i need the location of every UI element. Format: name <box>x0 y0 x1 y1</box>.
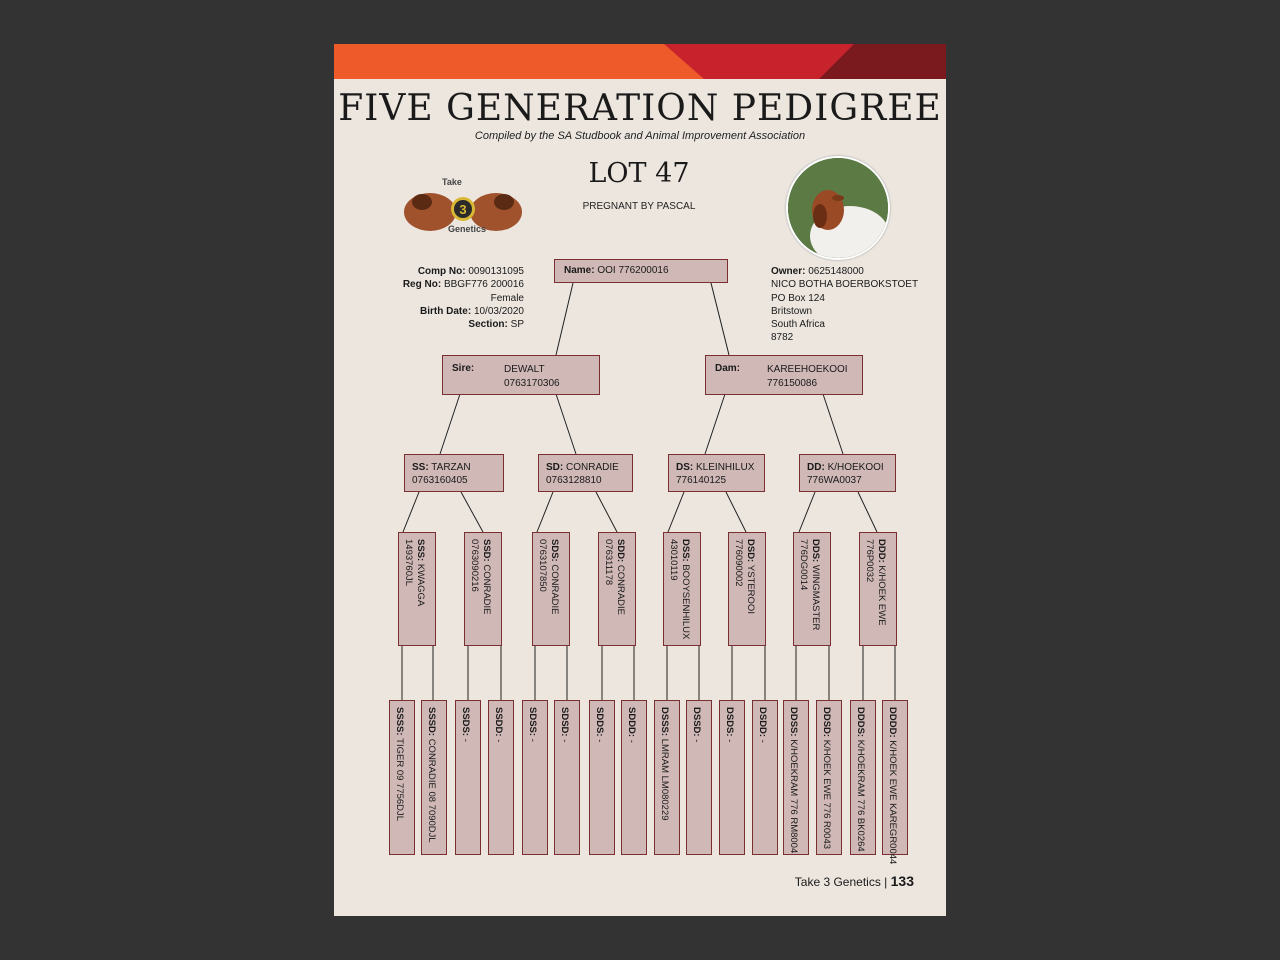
gen5-box-sdsd: SDSD: - <box>554 700 580 855</box>
sire-box: Sire: DEWALT 0763170306 <box>442 355 600 395</box>
page-number: 133 <box>890 873 914 889</box>
gen4-box-ddd: DDD: K/HOEK EWE 776P0032 <box>859 532 897 646</box>
dam-box: Dam: KAREEHOEKOOI 776150086 <box>705 355 863 395</box>
gen5-box-ssds: SSDS: - <box>455 700 481 855</box>
gen5-box-sdds: SDDS: - <box>589 700 615 855</box>
gen3-box-ds: DS: KLEINHILUX 776140125 <box>668 454 765 492</box>
gen5-box-ddss: DDSS: K/HOEKRAM 776 RM8004 <box>783 700 809 855</box>
owner-phone: 0625148000 <box>808 266 864 277</box>
comp-number: 0090131095 <box>468 266 524 277</box>
gen5-box-ssdd: SSDD: - <box>488 700 514 855</box>
page-footer: Take 3 Genetics | 133 <box>794 873 914 889</box>
svg-text:Genetics: Genetics <box>448 224 487 234</box>
pregnancy-note: PREGNANT BY PASCAL <box>582 201 696 212</box>
section: SP <box>510 319 524 331</box>
animal-details: Comp No: 0090131095 Reg No: BBGF776 200016 Female Birth Date: 10/03/2020 Section: SP <box>374 265 524 331</box>
reg-number: BBGF776 200016 <box>443 279 524 291</box>
owner-details: Owner: 0625148000 NICO BOTHA BOERBOKSTOET PO Box 124 Britstown South Africa 8782 <box>771 265 931 345</box>
gen4-box-sdd: SDD: CONRADIE 076311178 <box>598 532 636 646</box>
gen5-box-dssd: DSSD: - <box>686 700 712 855</box>
pedigree-page <box>334 44 946 916</box>
birth-date: 10/03/2020 <box>473 305 524 317</box>
gen4-box-dss: DSS: BOOYSENHILUX 43010119 <box>663 532 701 646</box>
gen5-box-ssss: SSSS: TIGER 09 7756DJL <box>389 700 415 855</box>
gen4-box-sds: SDS: CONRADIE 0763107850 <box>532 532 570 646</box>
gen5-box-sddd: SDDD: - <box>621 700 647 855</box>
lot-number: LOT 47 <box>588 158 690 189</box>
gen5-box-sssd: SSSD: CONRADIE 08 7090DJL <box>421 700 447 855</box>
gen5-box-dsds: DSDS: - <box>719 700 745 855</box>
gen3-box-sd: SD: CONRADIE 0763128810 <box>538 454 633 492</box>
gen4-box-ssd: SSD: CONRADIE 0763090216 <box>464 532 502 646</box>
gen4-box-dds: DDS: WINGMASTER 776DG0014 <box>793 532 831 646</box>
page-subtitle: Compiled by the SA Studbook and Animal Improvement Association <box>474 130 806 142</box>
gen4-box-sss: SSS: KWAGGA 1493760JL <box>398 532 436 646</box>
gen5-box-dddd: DDDD: K/HOEK EWE KAREGR0044 <box>882 700 908 855</box>
footer-brand: Take 3 Genetics <box>794 875 881 889</box>
owner-name: NICO BOTHA BOERBOKSTOET <box>771 279 919 291</box>
animal-sex: Female <box>490 292 524 304</box>
gen5-box-sdss: SDSS: - <box>522 700 548 855</box>
page-title: FIVE GENERATION PEDIGREE <box>338 88 942 129</box>
gen5-box-ddsd: DDSD: K/HOEK EWE 776 R0043 <box>816 700 842 855</box>
gen5-box-dsdd: DSDD: - <box>752 700 778 855</box>
svg-text:Take: Take <box>442 177 462 187</box>
gen5-box-ddds: DDDS: K/HOEKRAM 776 BK0264 <box>850 700 876 855</box>
svg-text:3: 3 <box>459 202 467 217</box>
animal-name-box: Name: OOI 776200016 <box>554 259 728 283</box>
gen4-box-dsd: DSD: YSTEROOI 776090002 <box>728 532 766 646</box>
gen3-box-ss: SS: TARZAN 0763160405 <box>404 454 504 492</box>
gen5-box-dsss: DSSS: LMRAM LM080229 <box>654 700 680 855</box>
gen3-box-dd: DD: K/HOEKOOI 776WA0037 <box>799 454 896 492</box>
